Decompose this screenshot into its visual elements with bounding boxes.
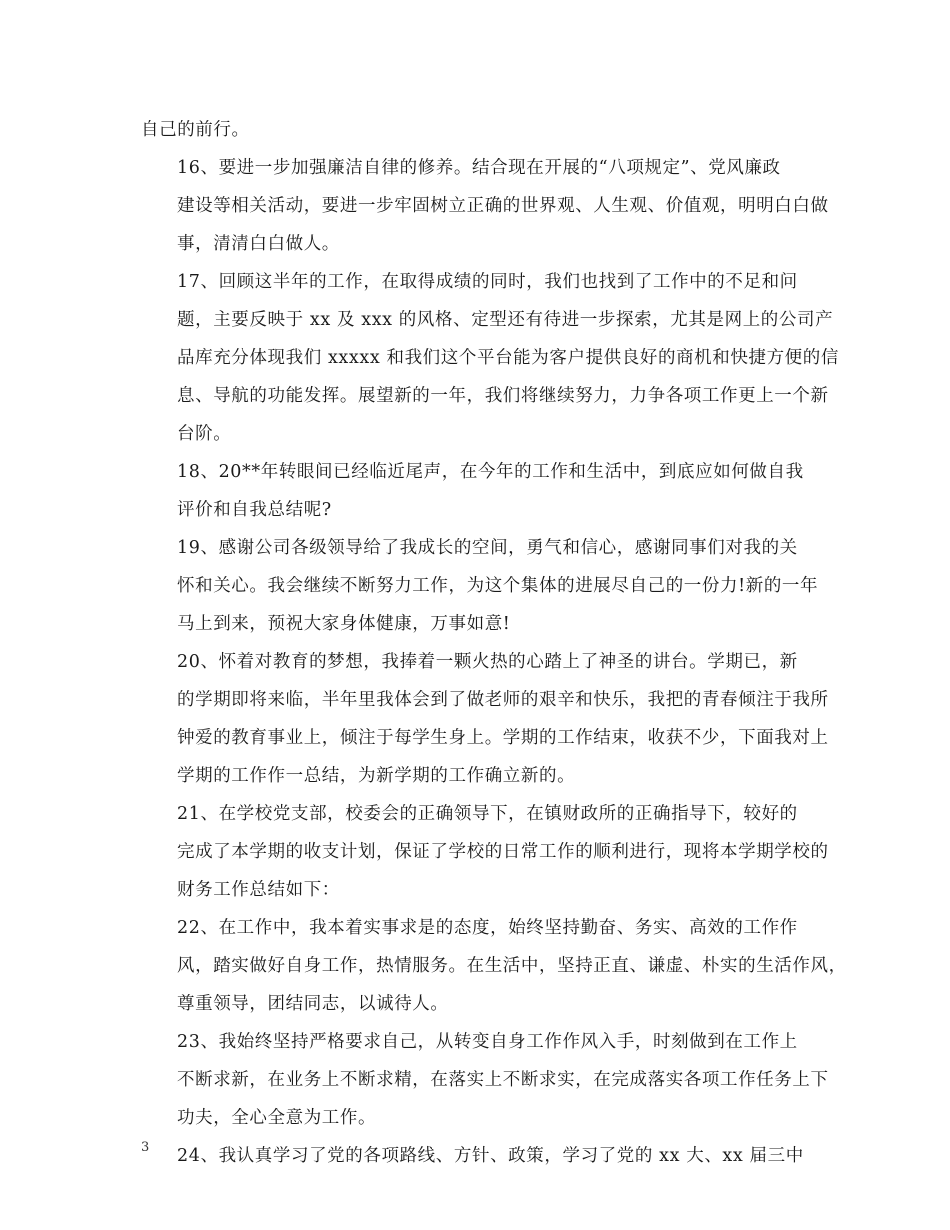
document-body xyxy=(141,111,847,1175)
paragraph xyxy=(141,111,811,149)
text-line: 16、要进一步加强廉洁自律的修养。结合现在开展的“八项规定”、党风廉政 xyxy=(177,158,781,178)
paragraph xyxy=(141,263,839,453)
text-line: 的学期即将来临，半年里我体会到了做老师的艰辛和快乐，我把的青春倾注于我所 xyxy=(177,690,829,710)
text-line: 息、导航的功能发挥。展望新的一年，我们将继续努力，力争各项工作更上一个新 xyxy=(177,386,829,406)
text-line: 17、回顾这半年的工作，在取得成绩的同时，我们也找到了工作中的不足和问 xyxy=(177,272,798,292)
text-line: 功夫，全心全意为工作。 xyxy=(177,1108,377,1128)
page-number: 3 xyxy=(141,1140,150,1155)
text-line: 23、我始终坚持严格要求自己，从转变自身工作作风入手，时刻做到在工作上 xyxy=(177,1032,798,1052)
text-line: 台阶。 xyxy=(177,424,232,444)
text-line: 完成了本学期的收支计划，保证了学校的日常工作的顺利进行，现将本学期学校的 xyxy=(177,842,829,862)
text-line: 事，清清白白做人。 xyxy=(177,234,340,254)
text-line: 钟爱的教育事业上，倾注于每学生身上。学期的工作结束，收获不少，下面我对上 xyxy=(177,728,829,748)
paragraph xyxy=(141,453,811,529)
paragraph xyxy=(141,1023,829,1137)
text-line: 自己的前行。 xyxy=(141,120,250,140)
text-line: 24、我认真学习了党的各项路线、方针、政策，学习了党的 xx 大、xx 届三中 xyxy=(177,1146,804,1166)
text-line: 题，主要反映于 xx 及 xxx 的风格、定型还有待进一步探索，尤其是网上的公司产 xyxy=(177,310,834,330)
paragraph xyxy=(141,1137,811,1175)
paragraph xyxy=(141,795,829,909)
text-line: 尊重领导，团结同志，以诚待人。 xyxy=(177,994,449,1014)
text-line: 20、怀着对教育的梦想，我捧着一颗火热的心踏上了神圣的讲台。学期已，新 xyxy=(177,652,798,672)
text-line: 19、感谢公司各级领导给了我成长的空间，勇气和信心，感谢同事们对我的关 xyxy=(177,538,798,558)
paragraph xyxy=(141,643,829,795)
text-line: 建设等相关活动，要进一步牢固树立正确的世界观、人生观、价值观，明明白白做 xyxy=(177,196,829,216)
text-line: 品库充分体现我们 xxxxx 和我们这个平台能为客户提供良好的商机和快捷方便的信 xyxy=(177,348,839,368)
text-line: 财务工作总结如下： xyxy=(177,880,340,900)
paragraph xyxy=(141,909,847,1023)
text-line: 18、20**年转眼间已经临近尾声，在今年的工作和生活中，到底应如何做自我 xyxy=(177,462,804,482)
text-line: 学期的工作作一总结，为新学期的工作确立新的。 xyxy=(177,766,576,786)
text-line: 22、在工作中，我本着实事求是的态度，始终坚持勤奋、务实、高效的工作作 xyxy=(177,918,798,938)
text-line: 怀和关心。我会继续不断努力工作，为这个集体的进展尽自己的一份力!新的一年 xyxy=(177,576,819,596)
text-line: 21、在学校党支部，校委会的正确领导下，在镇财政所的正确指导下，较好的 xyxy=(177,804,798,824)
text-line: 评价和自我总结呢? xyxy=(177,500,332,520)
paragraph xyxy=(141,149,829,263)
text-line: 不断求新，在业务上不断求精，在落实上不断求实，在完成落实各项工作任务上下 xyxy=(177,1070,829,1090)
text-line: 马上到来，预祝大家身体健康，万事如意! xyxy=(177,614,511,634)
text-line: 风，踏实做好自身工作，热情服务。在生活中，坚持正直、谦虚、朴实的生活作风， xyxy=(177,956,847,976)
paragraph xyxy=(141,529,819,643)
